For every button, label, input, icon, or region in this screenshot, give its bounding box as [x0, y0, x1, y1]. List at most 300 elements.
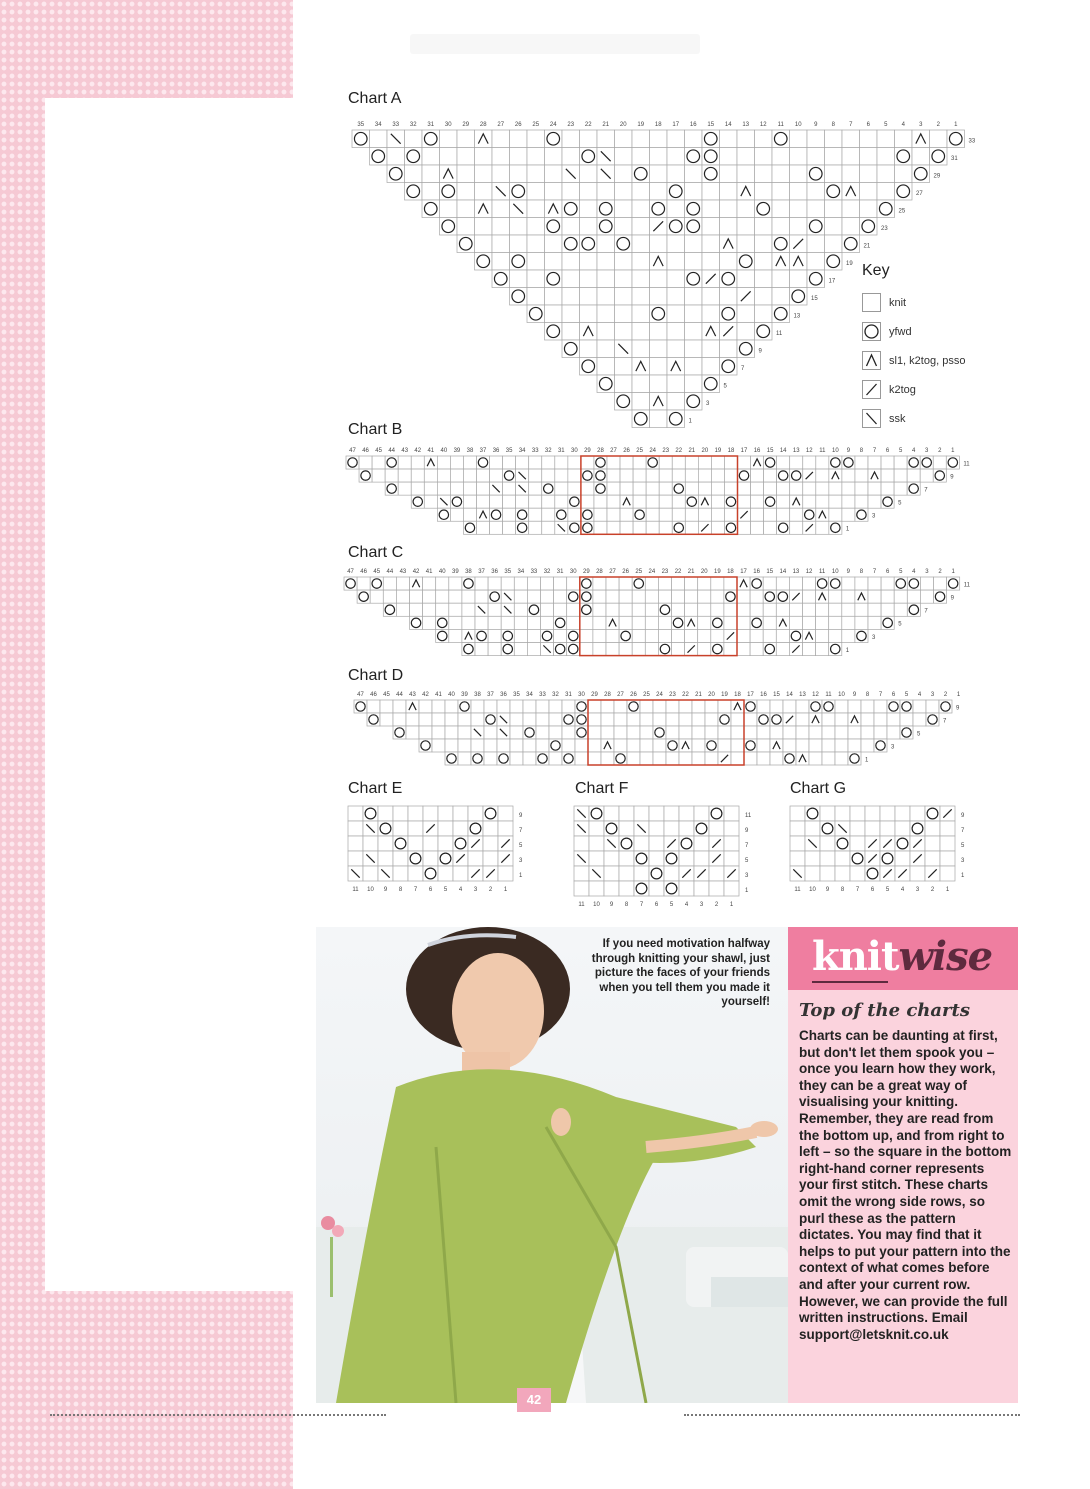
knit-cell [549, 713, 562, 726]
knit-cell [492, 218, 510, 236]
knit-cell [614, 700, 627, 713]
row-number: 23 [881, 226, 888, 233]
knit-cell [555, 482, 568, 495]
knit-cell [597, 253, 615, 271]
knit-cell [910, 866, 925, 881]
knit-cell [440, 130, 458, 148]
row-number: 15 [811, 296, 818, 303]
stitch-number: 10 [832, 448, 839, 454]
knit-cell [650, 340, 668, 358]
row-number: 1 [745, 887, 749, 894]
stitch-number: 8 [398, 887, 403, 893]
knit-cell [619, 806, 634, 821]
stitch-number: 47 [349, 448, 356, 454]
knit-cell [424, 469, 437, 482]
knit-cell [542, 469, 555, 482]
stitch-number: 16 [760, 692, 767, 698]
knit-cell [705, 726, 718, 739]
knit-cell [580, 183, 598, 201]
knit-cell [720, 183, 738, 201]
knit-cell [387, 148, 405, 166]
stitch-number: 11 [352, 887, 359, 893]
knit-cell [738, 495, 751, 508]
knit-cell [597, 270, 615, 288]
knit-cell [807, 200, 825, 218]
knit-cell [437, 482, 450, 495]
stitch-number: 13 [792, 448, 800, 454]
knit-cell [580, 288, 598, 306]
knit-cell [408, 806, 423, 821]
knit-cell [484, 752, 497, 765]
stitch-number: 32 [544, 448, 552, 454]
stitch-number: 27 [610, 448, 617, 454]
knit-cell [634, 806, 649, 821]
knit-cell [450, 469, 463, 482]
knit-cell [619, 851, 634, 866]
knit-cell [685, 183, 703, 201]
knit-cell [490, 495, 503, 508]
stitch-number: 39 [461, 692, 468, 698]
knit-cell [650, 288, 668, 306]
knit-cell [527, 235, 545, 253]
knit-cell [755, 253, 773, 271]
knit-cell [711, 521, 724, 534]
stitch-number: 4 [900, 887, 905, 893]
knit-cell [523, 700, 536, 713]
knit-cell [868, 482, 881, 495]
knit-cell [659, 508, 672, 521]
knit-cell [490, 469, 503, 482]
knit-cell [724, 806, 739, 821]
stitch-number: 8 [831, 122, 835, 128]
knit-cell [488, 577, 501, 590]
knit-cell [514, 643, 527, 656]
stitch-number: 24 [549, 122, 557, 128]
knit-cell [449, 577, 462, 590]
knit-cell [667, 235, 685, 253]
knit-cell [562, 288, 580, 306]
knit-cell [423, 590, 436, 603]
knit-cell [698, 590, 711, 603]
stitch-number: 2 [930, 887, 935, 893]
knit-cell [545, 183, 563, 201]
knit-cell [744, 713, 757, 726]
knitwise-panel [788, 927, 1018, 1403]
knit-cell [457, 148, 475, 166]
chart-b-grid [340, 442, 980, 542]
stitch-number: 32 [409, 122, 417, 128]
knit-cell [398, 469, 411, 482]
knit-cell [720, 148, 738, 166]
knit-cell [619, 821, 634, 836]
knit-cell [632, 590, 645, 603]
knit-cell [672, 495, 685, 508]
knit-cell [770, 700, 783, 713]
row-number: 33 [968, 138, 976, 145]
stitch-number: 36 [492, 448, 500, 454]
stitch-number: 21 [695, 692, 702, 698]
row-number: 19 [846, 261, 853, 268]
knit-cell [484, 739, 497, 752]
knit-cell [855, 603, 868, 616]
knit-cell [807, 130, 825, 148]
knit-cell [615, 305, 633, 323]
knit-cell [776, 603, 789, 616]
knit-cell [437, 469, 450, 482]
knit-cell [562, 323, 580, 341]
knit-cell [523, 752, 536, 765]
chart-c-label: Chart C [348, 544, 404, 561]
knit-cell [920, 469, 933, 482]
knit-cell [348, 836, 363, 851]
knit-cell [764, 521, 777, 534]
knit-cell [783, 739, 796, 752]
stitch-number: 7 [878, 692, 883, 698]
knit-cell [855, 482, 868, 495]
knit-cell [667, 323, 685, 341]
knit-cell [829, 590, 842, 603]
knit-cell [913, 713, 926, 726]
key-item-sl1-k2tog-psso [862, 346, 982, 375]
knit-cell [615, 218, 633, 236]
knit-cell [562, 183, 580, 201]
knit-cell [772, 270, 790, 288]
knit-cell [536, 713, 549, 726]
row-number: 9 [956, 705, 960, 712]
knit-cell [396, 603, 409, 616]
knit-cell [606, 629, 619, 642]
knit-cell [593, 616, 606, 629]
row-number: 5 [961, 842, 965, 849]
stitch-number: 9 [846, 448, 851, 454]
knit-cell [615, 288, 633, 306]
knit-cell [475, 183, 493, 201]
knit-cell [449, 629, 462, 642]
knit-cell [650, 165, 668, 183]
knit-cell [757, 700, 770, 713]
key-item-ssk [862, 404, 982, 433]
knit-cell [607, 495, 620, 508]
knit-cell [783, 726, 796, 739]
knit-cell [632, 235, 650, 253]
row-number: 7 [924, 608, 928, 615]
knit-cell [653, 739, 666, 752]
knit-cell [659, 482, 672, 495]
knit-cell [653, 700, 666, 713]
stitch-number: 8 [840, 887, 845, 893]
key-item-k2tog [862, 375, 982, 404]
knit-cell [471, 713, 484, 726]
knit-cell [510, 739, 523, 752]
knit-cell [423, 616, 436, 629]
stitch-number: 31 [556, 569, 564, 575]
knit-cell [664, 806, 679, 821]
knit-cell [549, 700, 562, 713]
knit-cell [406, 726, 419, 739]
knit-cell [835, 866, 850, 881]
knit-cell [632, 183, 650, 201]
stitch-number: 12 [812, 692, 819, 698]
knit-cell [475, 235, 493, 253]
knit-cell [385, 469, 398, 482]
knit-cell [658, 590, 671, 603]
knit-cell [685, 590, 698, 603]
knit-cell [685, 577, 698, 590]
knit-cell [554, 603, 567, 616]
row-number: 27 [916, 191, 923, 198]
knit-cell [503, 495, 516, 508]
knit-cell [672, 469, 685, 482]
knit-cell [877, 183, 895, 201]
stitch-number: 4 [917, 692, 922, 698]
knit-cell [645, 643, 658, 656]
stitch-number: 1 [729, 902, 734, 908]
knit-cell [359, 456, 372, 469]
knit-cell [860, 200, 878, 218]
knit-cell [650, 148, 668, 166]
knit-cell [658, 629, 671, 642]
knit-cell [711, 629, 724, 642]
knit-cell [604, 866, 619, 881]
knit-cell [702, 183, 720, 201]
chart-d-grid [340, 688, 980, 773]
knit-cell [475, 218, 493, 236]
stitch-number: 32 [552, 692, 559, 698]
knit-cell [724, 603, 737, 616]
knit-cell [640, 700, 653, 713]
knit-cell [822, 713, 835, 726]
stitch-number: 35 [513, 692, 520, 698]
stitch-number: 39 [452, 569, 459, 575]
knit-cell [632, 643, 645, 656]
knit-cell [554, 577, 567, 590]
chart-b-label: Chart B [348, 421, 403, 438]
knit-cell [527, 590, 540, 603]
knit-cell [589, 821, 604, 836]
knit-cell [562, 726, 575, 739]
knit-cell [580, 270, 598, 288]
stitch-number: 15 [766, 569, 774, 575]
knit-cell [450, 456, 463, 469]
stitch-number: 34 [517, 569, 525, 575]
stitch-number: 29 [583, 569, 590, 575]
knit-cell [510, 235, 528, 253]
knit-cell [702, 200, 720, 218]
knit-cell [709, 866, 724, 881]
knit-cell [529, 469, 542, 482]
knit-cell [770, 752, 783, 765]
knit-cell [835, 806, 850, 821]
knit-cell [649, 806, 664, 821]
knit-cell [606, 577, 619, 590]
knit-cell [363, 836, 378, 851]
stitch-number: 40 [448, 692, 455, 698]
knit-cell [357, 577, 370, 590]
knit-cell [763, 577, 776, 590]
knit-cell [632, 340, 650, 358]
knit-cell [822, 739, 835, 752]
knit-cell [484, 700, 497, 713]
knit-cell [423, 836, 438, 851]
knit-cell [449, 616, 462, 629]
knit-cell [419, 713, 432, 726]
stitch-number: 28 [604, 692, 611, 698]
knit-cell [825, 235, 843, 253]
knit-cell [597, 235, 615, 253]
knit-cell [372, 456, 385, 469]
knit-cell [529, 456, 542, 469]
knit-cell [601, 726, 614, 739]
stitch-number: 17 [747, 692, 754, 698]
knit-cell [450, 508, 463, 521]
stitch-number: 4 [912, 569, 916, 575]
row-number: 11 [963, 582, 970, 589]
stitch-number: 22 [675, 448, 683, 454]
stitch-number: 35 [357, 122, 365, 128]
knit-cell [405, 165, 423, 183]
knit-cell [588, 700, 601, 713]
knit-cell [679, 700, 692, 713]
knit-cell [881, 590, 894, 603]
knit-cell [763, 603, 776, 616]
stitch-number: 38 [465, 569, 472, 575]
stitch-number: 2 [943, 692, 948, 698]
knit-cell [462, 603, 475, 616]
knit-cell [475, 577, 488, 590]
stitch-number: 3 [925, 448, 929, 454]
knit-cell [607, 521, 620, 534]
knit-cell [527, 629, 540, 642]
stitch-number: 5 [899, 569, 903, 575]
knit-cell [790, 456, 803, 469]
knit-cell [835, 752, 848, 765]
knit-cell [632, 218, 650, 236]
knit-cell [855, 616, 868, 629]
knit-cell [860, 165, 878, 183]
knit-cell [807, 148, 825, 166]
knit-cell [449, 603, 462, 616]
knit-cell [645, 590, 658, 603]
knit-cell [640, 752, 653, 765]
knit-cell [510, 218, 528, 236]
knit-cell [554, 629, 567, 642]
knit-cell [926, 700, 939, 713]
knit-cell [527, 218, 545, 236]
knit-cell [614, 713, 627, 726]
stitch-number: 21 [602, 122, 610, 128]
knit-cell [516, 456, 529, 469]
knit-cell [545, 305, 563, 323]
row-number: 3 [519, 857, 523, 864]
knit-cell [816, 456, 829, 469]
knit-cell [632, 253, 650, 271]
knit-cell [527, 288, 545, 306]
knit-cell [822, 752, 835, 765]
row-number: 9 [961, 812, 965, 819]
knit-cell [632, 323, 650, 341]
knit-cell [755, 183, 773, 201]
knit-cell [580, 253, 598, 271]
stitch-number: 25 [643, 692, 650, 698]
stitch-number: 30 [444, 122, 452, 128]
knit-cell [805, 821, 820, 836]
knit-cell [702, 340, 720, 358]
stitch-number: 37 [478, 569, 485, 575]
knit-cell [453, 821, 468, 836]
knit-cell [632, 288, 650, 306]
knit-cell [607, 456, 620, 469]
knit-cell [593, 629, 606, 642]
knit-cell [825, 165, 843, 183]
knit-cell [348, 806, 363, 821]
knit-cell [744, 752, 757, 765]
knit-cell [632, 148, 650, 166]
knit-cell [790, 821, 805, 836]
knit-cell [593, 577, 606, 590]
knit-cell [744, 726, 757, 739]
key-label: knit [889, 296, 907, 309]
knit-cell [737, 323, 755, 341]
knit-cell [940, 851, 955, 866]
knit-cell [458, 739, 471, 752]
row-number: 1 [961, 872, 965, 879]
knit-cell [650, 410, 668, 428]
knit-cell [462, 590, 475, 603]
stitch-number: 34 [526, 692, 533, 698]
knit-cell [555, 456, 568, 469]
knit-cell [685, 253, 703, 271]
knit-cell [842, 590, 855, 603]
stitch-number: 38 [466, 448, 474, 454]
knit-cell [615, 183, 633, 201]
knit-cell [580, 200, 598, 218]
stitch-number: 41 [435, 692, 442, 698]
stitch-number: 7 [872, 448, 877, 454]
knit-cell [588, 713, 601, 726]
knit-cell [731, 752, 744, 765]
knit-cell [633, 521, 646, 534]
stitch-number: 21 [687, 569, 695, 575]
stitch-number: 10 [838, 692, 845, 698]
row-number: 9 [519, 812, 523, 819]
stitch-number: 26 [622, 569, 629, 575]
knit-cell [510, 130, 528, 148]
chart-f-grid [570, 802, 760, 908]
knit-cell [659, 495, 672, 508]
knit-cell [477, 469, 490, 482]
knit-cell [545, 165, 563, 183]
knit-cell [685, 456, 698, 469]
knit-cell [755, 305, 773, 323]
knit-cell [738, 456, 751, 469]
stitch-number: 2 [488, 887, 493, 893]
stitch-number: 1 [954, 122, 958, 128]
knit-cell [492, 165, 510, 183]
knit-cell [438, 836, 453, 851]
knit-cell [620, 521, 633, 534]
knit-cell [711, 590, 724, 603]
stitch-number: 29 [462, 122, 470, 128]
row-number: 7 [741, 366, 745, 373]
stitch-number: 7 [872, 569, 877, 575]
row-number: 9 [758, 348, 762, 355]
knit-cell [724, 881, 739, 896]
knit-cell [667, 130, 685, 148]
knit-cell [475, 165, 493, 183]
stitch-number: 30 [571, 448, 578, 454]
stitch-number: 6 [866, 122, 870, 128]
knit-cell [757, 726, 770, 739]
